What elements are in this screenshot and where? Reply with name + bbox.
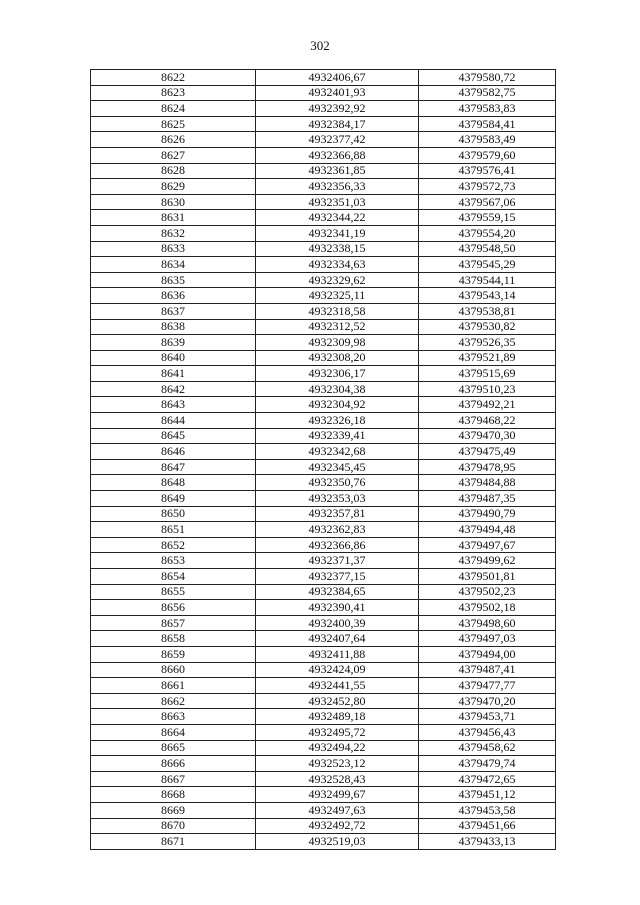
y-coordinate-cell: 4379492,21 (419, 397, 556, 413)
y-coordinate-cell: 4379567,06 (419, 194, 556, 210)
y-coordinate-cell: 4379543,14 (419, 288, 556, 304)
x-coordinate-cell: 4932338,15 (256, 241, 419, 257)
y-coordinate-cell: 4379576,41 (419, 163, 556, 179)
x-coordinate-cell: 4932339,41 (256, 428, 419, 444)
table-row (91, 522, 556, 538)
point-number-cell: 8632 (91, 225, 256, 241)
table-row (91, 397, 556, 413)
table-row (91, 693, 556, 709)
y-coordinate-cell: 4379433,13 (419, 834, 556, 850)
table-row (91, 335, 556, 351)
point-number-cell: 8656 (91, 600, 256, 616)
x-coordinate-cell: 4932312,52 (256, 319, 419, 335)
x-coordinate-cell: 4932361,85 (256, 163, 419, 179)
x-coordinate-cell: 4932329,62 (256, 272, 419, 288)
table-row (91, 366, 556, 382)
table-row (91, 802, 556, 818)
page-number: 302 (310, 38, 330, 53)
y-coordinate-cell: 4379538,81 (419, 303, 556, 319)
point-number-cell: 8657 (91, 615, 256, 631)
x-coordinate-cell: 4932400,39 (256, 615, 419, 631)
table-row (91, 834, 556, 850)
x-coordinate-cell: 4932326,18 (256, 413, 419, 429)
x-coordinate-cell: 4932494,22 (256, 740, 419, 756)
table-row (91, 179, 556, 195)
y-coordinate-cell: 4379526,35 (419, 335, 556, 351)
y-coordinate-cell: 4379470,20 (419, 693, 556, 709)
x-coordinate-cell: 4932392,92 (256, 101, 419, 117)
table-row (91, 771, 556, 787)
table-row (91, 787, 556, 803)
point-number-cell: 8640 (91, 350, 256, 366)
y-coordinate-cell: 4379451,12 (419, 787, 556, 803)
table-row (91, 569, 556, 585)
y-coordinate-cell: 4379579,60 (419, 147, 556, 163)
y-coordinate-cell: 4379477,77 (419, 678, 556, 694)
x-coordinate-cell: 4932492,72 (256, 818, 419, 834)
table-row (91, 646, 556, 662)
y-coordinate-cell: 4379453,58 (419, 802, 556, 818)
point-number-cell: 8622 (91, 70, 256, 86)
table-row (91, 584, 556, 600)
point-number-cell: 8652 (91, 537, 256, 553)
y-coordinate-cell: 4379559,15 (419, 210, 556, 226)
y-coordinate-cell: 4379502,18 (419, 600, 556, 616)
x-coordinate-cell: 4932318,58 (256, 303, 419, 319)
y-coordinate-cell: 4379572,73 (419, 179, 556, 195)
point-number-cell: 8635 (91, 272, 256, 288)
point-number-cell: 8631 (91, 210, 256, 226)
x-coordinate-cell: 4932350,76 (256, 475, 419, 491)
x-coordinate-cell: 4932353,03 (256, 491, 419, 507)
point-number-cell: 8646 (91, 444, 256, 460)
table-row (91, 724, 556, 740)
table-row (91, 662, 556, 678)
x-coordinate-cell: 4932377,15 (256, 569, 419, 585)
point-number-cell: 8666 (91, 756, 256, 772)
table-row (91, 350, 556, 366)
y-coordinate-cell: 4379502,23 (419, 584, 556, 600)
table-row (91, 491, 556, 507)
x-coordinate-cell: 4932304,92 (256, 397, 419, 413)
y-coordinate-cell: 4379487,41 (419, 662, 556, 678)
point-number-cell: 8624 (91, 101, 256, 117)
x-coordinate-cell: 4932499,67 (256, 787, 419, 803)
y-coordinate-cell: 4379582,75 (419, 85, 556, 101)
table-row (91, 132, 556, 148)
y-coordinate-cell: 4379470,30 (419, 428, 556, 444)
table-row (91, 272, 556, 288)
point-number-cell: 8636 (91, 288, 256, 304)
x-coordinate-cell: 4932406,67 (256, 70, 419, 86)
table-row (91, 116, 556, 132)
x-coordinate-cell: 4932304,38 (256, 381, 419, 397)
table-row (91, 241, 556, 257)
y-coordinate-cell: 4379580,72 (419, 70, 556, 86)
point-number-cell: 8665 (91, 740, 256, 756)
x-coordinate-cell: 4932345,45 (256, 459, 419, 475)
y-coordinate-cell: 4379494,48 (419, 522, 556, 538)
point-number-cell: 8645 (91, 428, 256, 444)
y-coordinate-cell: 4379475,49 (419, 444, 556, 460)
x-coordinate-cell: 4932366,86 (256, 537, 419, 553)
y-coordinate-cell: 4379451,66 (419, 818, 556, 834)
y-coordinate-cell: 4379498,60 (419, 615, 556, 631)
y-coordinate-cell: 4379530,82 (419, 319, 556, 335)
point-number-cell: 8626 (91, 132, 256, 148)
point-number-cell: 8625 (91, 116, 256, 132)
y-coordinate-cell: 4379499,62 (419, 553, 556, 569)
y-coordinate-cell: 4379472,65 (419, 771, 556, 787)
x-coordinate-cell: 4932407,64 (256, 631, 419, 647)
table-row (91, 381, 556, 397)
table-row (91, 600, 556, 616)
y-coordinate-cell: 4379501,81 (419, 569, 556, 585)
x-coordinate-cell: 4932441,55 (256, 678, 419, 694)
table-row (91, 459, 556, 475)
x-coordinate-cell: 4932528,43 (256, 771, 419, 787)
table-row (91, 70, 556, 86)
point-number-cell: 8670 (91, 818, 256, 834)
x-coordinate-cell: 4932424,09 (256, 662, 419, 678)
point-number-cell: 8627 (91, 147, 256, 163)
x-coordinate-cell: 4932308,20 (256, 350, 419, 366)
x-coordinate-cell: 4932306,17 (256, 366, 419, 382)
point-number-cell: 8649 (91, 491, 256, 507)
y-coordinate-cell: 4379515,69 (419, 366, 556, 382)
y-coordinate-cell: 4379487,35 (419, 491, 556, 507)
table-row (91, 288, 556, 304)
x-coordinate-cell: 4932344,22 (256, 210, 419, 226)
point-number-cell: 8651 (91, 522, 256, 538)
x-coordinate-cell: 4932325,11 (256, 288, 419, 304)
y-coordinate-cell: 4379478,95 (419, 459, 556, 475)
point-number-cell: 8650 (91, 506, 256, 522)
x-coordinate-cell: 4932411,88 (256, 646, 419, 662)
x-coordinate-cell: 4932309,98 (256, 335, 419, 351)
point-number-cell: 8628 (91, 163, 256, 179)
table-row (91, 303, 556, 319)
point-number-cell: 8641 (91, 366, 256, 382)
y-coordinate-cell: 4379494,00 (419, 646, 556, 662)
table-row (91, 615, 556, 631)
x-coordinate-cell: 4932523,12 (256, 756, 419, 772)
y-coordinate-cell: 4379453,71 (419, 709, 556, 725)
point-number-cell: 8633 (91, 241, 256, 257)
x-coordinate-cell: 4932489,18 (256, 709, 419, 725)
table-row (91, 444, 556, 460)
x-coordinate-cell: 4932342,68 (256, 444, 419, 460)
point-number-cell: 8655 (91, 584, 256, 600)
table-row (91, 194, 556, 210)
x-coordinate-cell: 4932452,80 (256, 693, 419, 709)
y-coordinate-cell: 4379548,50 (419, 241, 556, 257)
table-row (91, 257, 556, 273)
x-coordinate-cell: 4932357,81 (256, 506, 419, 522)
x-coordinate-cell: 4932401,93 (256, 85, 419, 101)
table-row (91, 475, 556, 491)
point-number-cell: 8643 (91, 397, 256, 413)
point-number-cell: 8658 (91, 631, 256, 647)
y-coordinate-cell: 4379497,67 (419, 537, 556, 553)
table-row (91, 537, 556, 553)
coordinates-table-body (91, 70, 556, 850)
y-coordinate-cell: 4379490,79 (419, 506, 556, 522)
y-coordinate-cell: 4379456,43 (419, 724, 556, 740)
y-coordinate-cell: 4379584,41 (419, 116, 556, 132)
table-row (91, 147, 556, 163)
point-number-cell: 8638 (91, 319, 256, 335)
point-number-cell: 8644 (91, 413, 256, 429)
point-number-cell: 8659 (91, 646, 256, 662)
y-coordinate-cell: 4379545,29 (419, 257, 556, 273)
table-row (91, 101, 556, 117)
x-coordinate-cell: 4932351,03 (256, 194, 419, 210)
table-row (91, 225, 556, 241)
point-number-cell: 8648 (91, 475, 256, 491)
y-coordinate-cell: 4379521,89 (419, 350, 556, 366)
x-coordinate-cell: 4932366,88 (256, 147, 419, 163)
y-coordinate-cell: 4379468,22 (419, 413, 556, 429)
point-number-cell: 8660 (91, 662, 256, 678)
table-row (91, 740, 556, 756)
table-row (91, 210, 556, 226)
x-coordinate-cell: 4932371,37 (256, 553, 419, 569)
x-coordinate-cell: 4932384,17 (256, 116, 419, 132)
point-number-cell: 8623 (91, 85, 256, 101)
table-row (91, 553, 556, 569)
point-number-cell: 8653 (91, 553, 256, 569)
x-coordinate-cell: 4932384,65 (256, 584, 419, 600)
x-coordinate-cell: 4932334,63 (256, 257, 419, 273)
y-coordinate-cell: 4379484,88 (419, 475, 556, 491)
y-coordinate-cell: 4379510,23 (419, 381, 556, 397)
point-number-cell: 8661 (91, 678, 256, 694)
y-coordinate-cell: 4379544,11 (419, 272, 556, 288)
point-number-cell: 8629 (91, 179, 256, 195)
table-row (91, 678, 556, 694)
x-coordinate-cell: 4932341,19 (256, 225, 419, 241)
table-row (91, 818, 556, 834)
table-row (91, 756, 556, 772)
point-number-cell: 8639 (91, 335, 256, 351)
point-number-cell: 8654 (91, 569, 256, 585)
table-row (91, 163, 556, 179)
table-row (91, 631, 556, 647)
table-row (91, 413, 556, 429)
y-coordinate-cell: 4379583,83 (419, 101, 556, 117)
y-coordinate-cell: 4379479,74 (419, 756, 556, 772)
x-coordinate-cell: 4932362,83 (256, 522, 419, 538)
coordinates-table (90, 69, 556, 850)
table-row (91, 319, 556, 335)
point-number-cell: 8669 (91, 802, 256, 818)
table-row (91, 85, 556, 101)
point-number-cell: 8668 (91, 787, 256, 803)
point-number-cell: 8637 (91, 303, 256, 319)
y-coordinate-cell: 4379554,20 (419, 225, 556, 241)
y-coordinate-cell: 4379458,62 (419, 740, 556, 756)
table-row (91, 506, 556, 522)
x-coordinate-cell: 4932519,03 (256, 834, 419, 850)
x-coordinate-cell: 4932377,42 (256, 132, 419, 148)
point-number-cell: 8671 (91, 834, 256, 850)
x-coordinate-cell: 4932390,41 (256, 600, 419, 616)
table-row (91, 709, 556, 725)
x-coordinate-cell: 4932356,33 (256, 179, 419, 195)
point-number-cell: 8667 (91, 771, 256, 787)
point-number-cell: 8642 (91, 381, 256, 397)
point-number-cell: 8662 (91, 693, 256, 709)
y-coordinate-cell: 4379583,49 (419, 132, 556, 148)
point-number-cell: 8630 (91, 194, 256, 210)
x-coordinate-cell: 4932497,63 (256, 802, 419, 818)
y-coordinate-cell: 4379497,03 (419, 631, 556, 647)
point-number-cell: 8634 (91, 257, 256, 273)
point-number-cell: 8647 (91, 459, 256, 475)
point-number-cell: 8663 (91, 709, 256, 725)
table-row (91, 428, 556, 444)
point-number-cell: 8664 (91, 724, 256, 740)
x-coordinate-cell: 4932495,72 (256, 724, 419, 740)
